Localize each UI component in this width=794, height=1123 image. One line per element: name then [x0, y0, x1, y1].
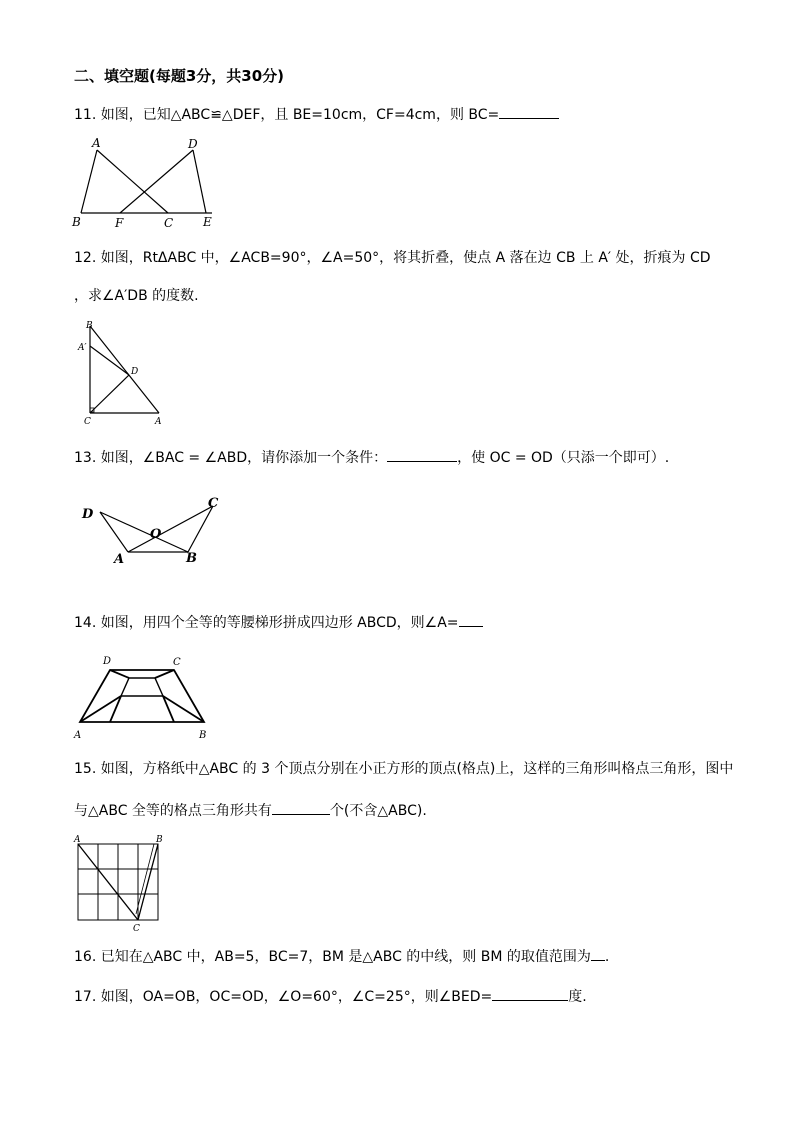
q16-answer-blank[interactable]	[591, 946, 605, 961]
q16-text: 16. 已知在△ABC 中，AB=5，BC=7，BM 是△ABC 的中线，则 BM 的取值范围为	[74, 949, 591, 965]
q11-figure	[70, 136, 220, 232]
q11-text: 11. 如图，已知△ABC≌△DEF，且 BE=10cm，CF=4cm，则 BC=	[74, 107, 500, 123]
question-12-line-1: 12. 如图，RtΔABC 中，∠ACB=90°，∠A=50°，将其折叠，使点 A 落在边 CB 上 A′ 处，折痕为 CD	[74, 250, 711, 266]
q13-answer-blank[interactable]	[387, 447, 457, 462]
q13-text: 13. 如图，∠BAC = ∠ABD，请你添加一个条件：	[74, 450, 388, 466]
q15-text: 与△ABC 全等的格点三角形共有	[74, 803, 272, 819]
question-14	[74, 612, 483, 633]
q11-label-c: C	[164, 216, 174, 230]
q14-text: 14. 如图，用四个全等的等腰梯形拼成四边形 ABCD，则∠A=	[74, 615, 459, 631]
q14-label-a: A	[74, 730, 82, 741]
q15-figure	[72, 834, 172, 934]
q14-label-b: B	[199, 730, 207, 741]
q13-label-o: O	[150, 527, 162, 542]
q12-label-b: B	[86, 321, 93, 331]
q17-text-end: 度.	[568, 989, 587, 1005]
q13-label-b: B	[186, 551, 197, 566]
question-15-line-1: 15. 如图，方格纸中△ABC 的 3 个顶点分别在小正方形的顶点(格点)上，这样的三角形叫格点三角形，图中	[74, 761, 734, 777]
q17-answer-blank[interactable]	[492, 986, 568, 1001]
q14-label-d: D	[103, 656, 112, 667]
q14-figure	[72, 652, 212, 744]
q11-answer-blank[interactable]	[499, 104, 559, 119]
q16-text-end: .	[604, 949, 610, 965]
q13-label-c: C	[208, 496, 219, 511]
q14-label-c: C	[173, 657, 181, 668]
q13-label-d: D	[82, 507, 94, 522]
question-11	[74, 104, 559, 125]
q15-label-a: A	[74, 835, 81, 845]
q11-label-d: D	[188, 137, 198, 151]
q12-label-c: C	[84, 417, 91, 427]
q13-figure	[78, 494, 228, 570]
question-17	[74, 986, 587, 1007]
q13-text-end: ，使 OC = OD（只添一个即可）.	[457, 450, 670, 466]
q17-text: 17. 如图，OA=OB，OC=OD，∠O=60°，∠C=25°，则∠BED=	[74, 989, 493, 1005]
question-15-line-2	[74, 800, 427, 821]
q15-label-c: C	[133, 924, 140, 934]
q11-label-f: F	[115, 216, 124, 230]
section-title: 二、填空题(每题3分，共30分)	[74, 67, 285, 85]
q12-label-a-prime: A′	[78, 343, 87, 353]
q11-label-a: A	[92, 136, 101, 150]
question-12-line-2: ，求∠A′DB 的度数.	[74, 288, 199, 304]
q11-label-b: B	[72, 215, 81, 229]
q15-text-end: 个(不含△ABC).	[329, 803, 427, 819]
q15-label-b: B	[156, 835, 163, 845]
q14-answer-blank[interactable]	[459, 612, 483, 627]
question-13	[74, 447, 669, 468]
q13-label-a: A	[114, 552, 125, 567]
question-16	[74, 946, 609, 967]
q12-label-a: A	[155, 417, 162, 427]
q11-label-e: E	[203, 215, 212, 229]
q15-answer-blank[interactable]	[272, 800, 330, 815]
q12-label-d: D	[131, 367, 139, 377]
q12-figure	[74, 318, 174, 428]
